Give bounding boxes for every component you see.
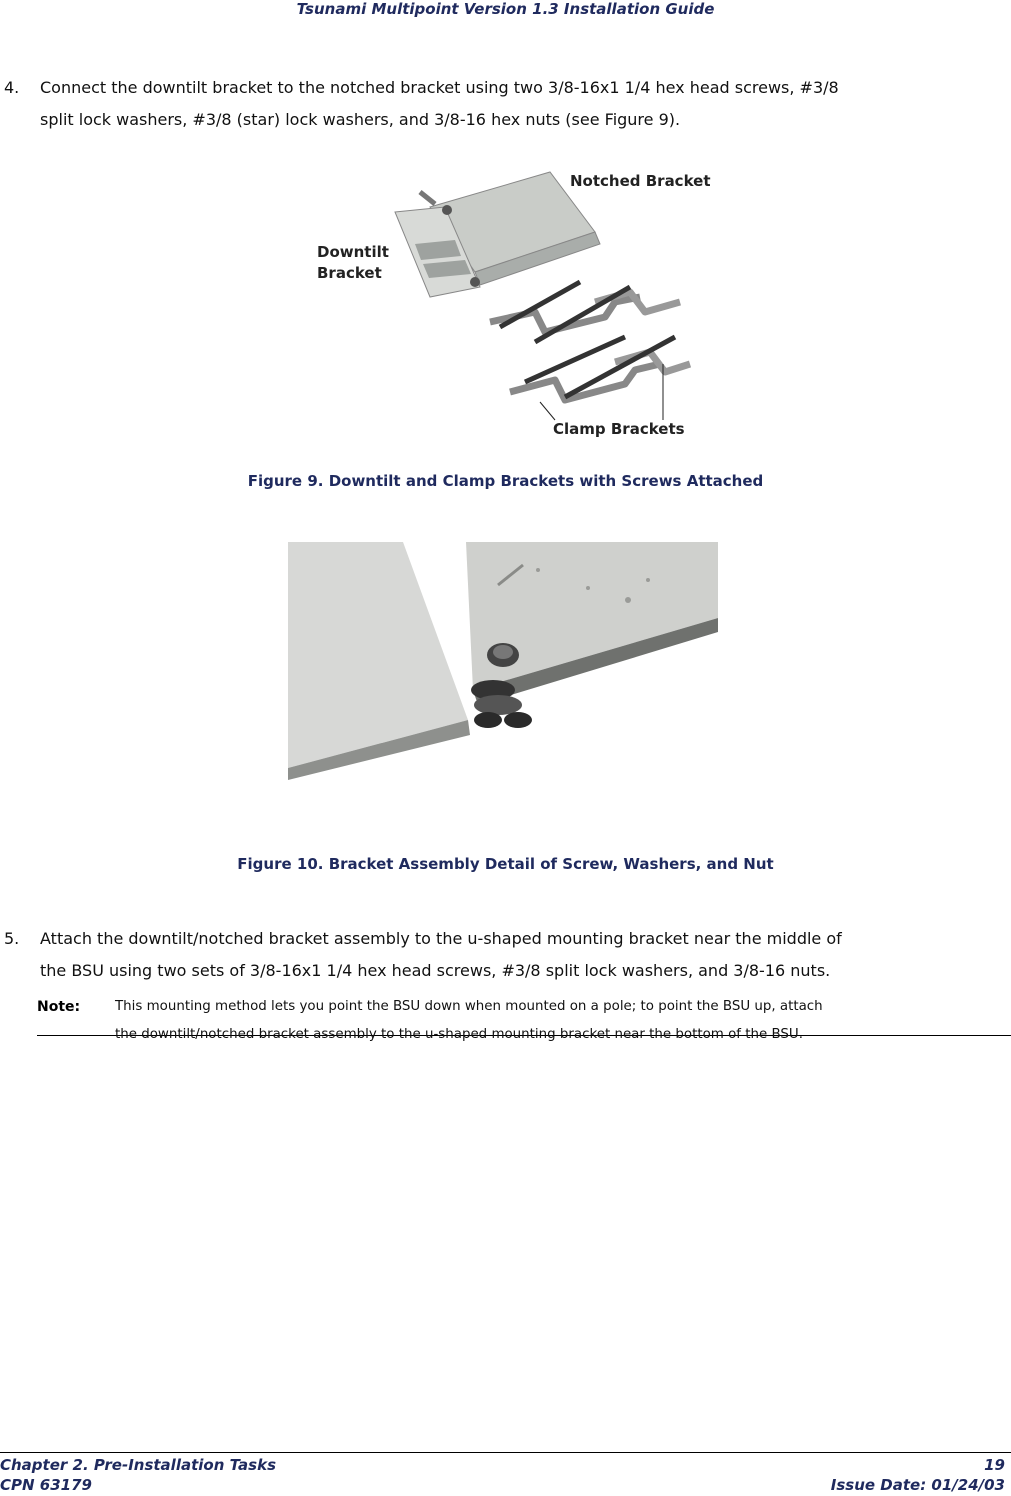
- step-text-line: Connect the downtilt bracket to the notched bracket using two 3/8-16x1 1/4 hex head screws, #3/8: [40, 78, 839, 97]
- label-clamp-brackets: Clamp Brackets: [553, 420, 685, 438]
- running-header: Tsunami Multipoint Version 1.3 Installation Guide: [296, 0, 715, 18]
- step-text-line: split lock washers, #3/8 (star) lock washers, and 3/8-16 hex nuts (see Figure 9).: [40, 110, 681, 129]
- figure-9-caption: Figure 9. Downtilt and Clamp Brackets with Screws Attached: [247, 472, 764, 490]
- footer-rule: [0, 1452, 1011, 1453]
- label-notched-bracket: Notched Bracket: [570, 172, 711, 190]
- footer-chapter: Chapter 2. Pre-Installation Tasks: [0, 1456, 277, 1474]
- step-text-line: the BSU using two sets of 3/8-16x1 1/4 hex head screws, #3/8 split lock washers, and 3/8-16 nuts.: [40, 961, 831, 980]
- note-label: Note:: [37, 999, 81, 1015]
- figure-10-image: [288, 540, 720, 780]
- label-downtilt-line2: Bracket: [317, 264, 382, 282]
- footer-page-number: 19: [984, 1456, 1005, 1474]
- step-text-line: Attach the downtilt/notched bracket assembly to the u-shaped mounting bracket near the middle of: [40, 929, 842, 948]
- footer-cpn: CPN 63179: [0, 1476, 92, 1494]
- figure-9-image: [285, 152, 725, 442]
- note-text-line: This mounting method lets you point the BSU down when mounted on a pole; to point the BSU up, attach: [115, 999, 823, 1014]
- note-text-line: the downtilt/notched bracket assembly to the u-shaped mounting bracket near the bottom of the BSU.: [115, 1027, 803, 1042]
- step-number: 4.: [4, 78, 20, 97]
- step-number: 5.: [4, 929, 20, 948]
- note-box: [37, 993, 1011, 1042]
- figure-10-caption: Figure 10. Bracket Assembly Detail of Screw, Washers, and Nut: [237, 855, 774, 873]
- footer-issue-date: Issue Date: 01/24/03: [830, 1476, 1005, 1494]
- label-downtilt-line1: Downtilt: [317, 243, 389, 261]
